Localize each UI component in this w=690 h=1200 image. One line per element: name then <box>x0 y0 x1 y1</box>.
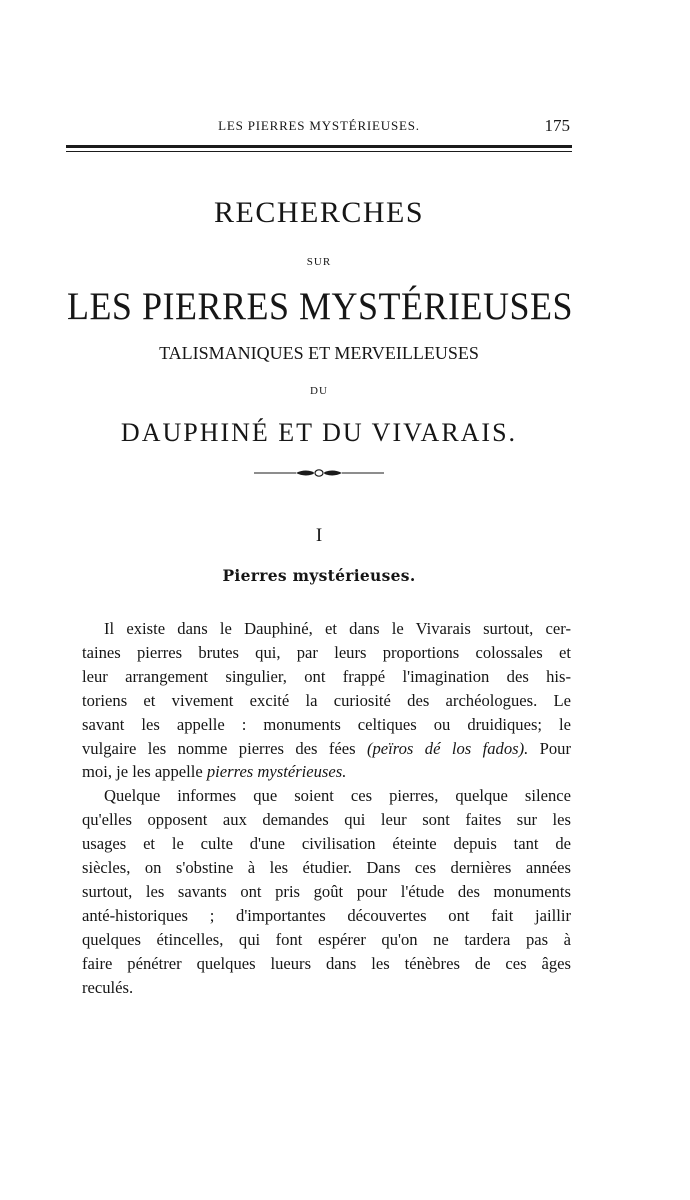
heading-pierres-mysterieuses: LES PIERRES MYSTÉRIEUSES <box>66 284 574 328</box>
body-text <box>82 617 571 1000</box>
heading-talismaniques: TALISMANIQUES ET MERVEILLEUSES <box>159 343 479 363</box>
text-line <box>82 760 571 784</box>
text-line: usages et le culte d'une civilisation éteinte depuis tant de <box>82 834 571 854</box>
text-line: reculés. <box>82 977 134 997</box>
text-fragment: vulgaire les nomme pierres des fées <box>82 738 367 758</box>
text-line: toriens et vivement excité la curiosité des archéologues. Le <box>82 690 571 710</box>
text-line: surtout, les savants ont pris goût pour l'étude des monuments <box>82 881 571 901</box>
text-line: Il existe dans le Dauphiné, et dans le Vivarais surtout, cer- <box>104 619 571 638</box>
italic-fragment: pierres mystérieuses. <box>206 762 347 782</box>
text-line: quelques étincelles, qui font espérer qu'on ne tardera pas à <box>82 929 571 949</box>
header-rule-thick <box>66 145 572 148</box>
heading-dauphine-vivarais: DAUPHINÉ ET DU VIVARAIS. <box>120 418 518 447</box>
text-line: Quelque informes que soient ces pierres, quelque silence <box>104 786 571 806</box>
text-line: savant les appelle : monuments celtiques ou druidiques; le <box>82 714 571 734</box>
text-line <box>82 737 571 761</box>
text-line: siècles, on s'obstine à les étudier. Dans ces dernières années <box>82 858 571 878</box>
text-line: qu'elles opposent aux demandes qui leur sont faites sur les <box>82 810 571 830</box>
section-title: Pierres mystérieuses. <box>222 566 416 585</box>
header-rule-thin <box>66 151 572 152</box>
text-line: faire pénétrer quelques lueurs dans les ténèbres de ces âges <box>82 953 571 973</box>
text-line: anté-historiques ; d'importantes découvertes ont fait jaillir <box>82 905 571 925</box>
section-numeral: I <box>315 525 323 546</box>
running-head <box>66 116 572 138</box>
heading-recherches: RECHERCHES <box>213 196 425 229</box>
running-title: LES PIERRES MYSTÉRIEUSES. <box>218 118 420 133</box>
ornament-divider-icon <box>254 467 384 479</box>
text-line: leur arrangement singulier, ont frappé l'imagination des his- <box>82 666 571 686</box>
italic-fragment: (peïros dé los fados). <box>366 738 529 758</box>
text-fragment: Pour <box>528 738 572 758</box>
heading-du: DU <box>310 385 328 397</box>
heading-sur: SUR <box>306 256 332 268</box>
page-number: 175 <box>544 116 570 135</box>
text-line: taines pierres brutes qui, par leurs proportions colossales et <box>82 642 571 662</box>
text-fragment: moi, je les appelle <box>82 762 207 782</box>
